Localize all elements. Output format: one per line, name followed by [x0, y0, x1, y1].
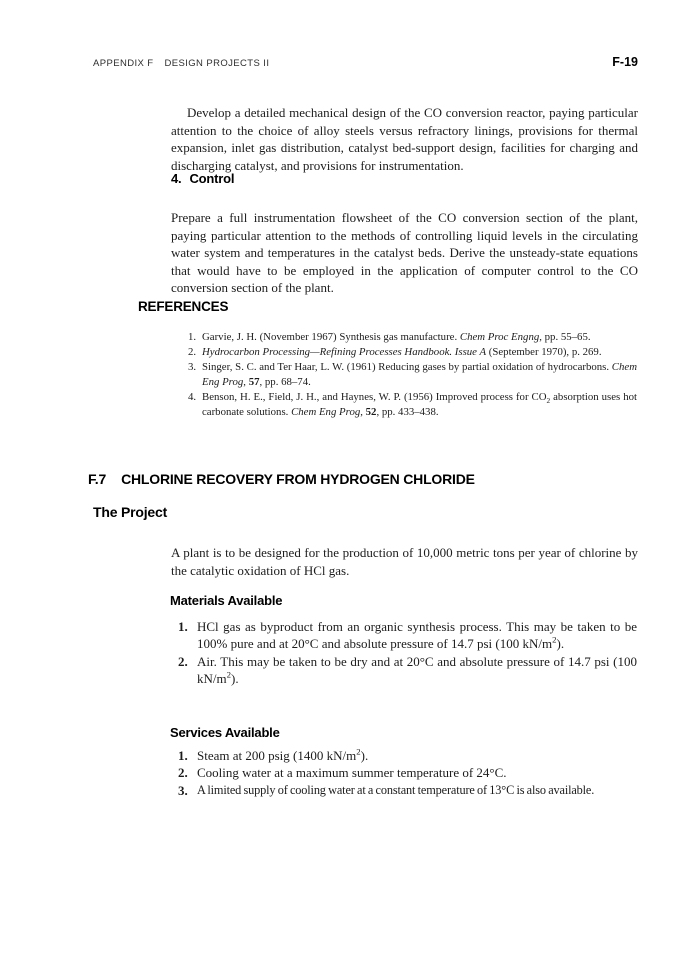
services-item	[178, 764, 637, 781]
reference-number: 2.	[188, 346, 197, 358]
reference-number: 4.	[188, 391, 197, 403]
services-item-number: 1.	[178, 748, 188, 763]
materials-item	[178, 618, 637, 653]
reference-text: Garvie, J. H. (November 1967) Synthesis gas manufacture. Chem Proc Engng, pp. 55–65.	[202, 331, 591, 343]
section-f7-number: F.7	[88, 471, 107, 487]
reference-text: Benson, H. E., Field, J. H., and Haynes, W. P. (1956) Improved process for $CO_2$ absorption uses hot carbonate solutions. Chem Eng Prog, 52, pp. 433–438.	[202, 391, 637, 418]
materials-heading: Materials Available	[170, 593, 283, 608]
project-heading: The Project	[93, 504, 168, 520]
project-paragraph: A plant is to be designed for the production of 10,000 metric tons per year of chlorine by the catalytic oxidation of HCl gas.	[171, 545, 638, 578]
references-list	[188, 330, 637, 420]
control-paragraph: Prepare a full instrumentation flowsheet of the CO conversion section of the plant, paying particular attention to the methods of controlling liquid levels in the circulating water system and temperatures in the catalyst beds. Derive the unsteady-state equations that would have to be employed in the application of computer control to the CO conversion section of the plant.	[171, 210, 638, 295]
appendix-title: DESIGN PROJECTS II	[164, 58, 270, 69]
services-item-text: A limited supply of cooling water at a constant temperature of 13°C is also available.	[197, 782, 595, 797]
reference-item	[188, 345, 637, 360]
services-item-number: 3.	[178, 782, 188, 798]
section-f7-title: CHLORINE RECOVERY FROM HYDROGEN CHLORIDE	[121, 471, 475, 487]
appendix-label: APPENDIX F	[93, 58, 154, 69]
materials-item-number: 1.	[178, 619, 188, 634]
services-item-number: 2.	[178, 765, 188, 781]
reference-text: Singer, S. C. and Ter Haar, L. W. (1961) Reducing gases by partial oxidation of hydrocarbons. Chem Eng Prog, 57, pp. 68–74.	[202, 361, 637, 388]
reference-item	[188, 330, 637, 345]
materials-list	[178, 618, 637, 688]
reference-text: Hydrocarbon Processing—Refining Processes Handbook. Issue A (September 1970), p. 269.	[202, 346, 602, 358]
running-head	[93, 55, 638, 69]
services-item-text: Cooling water at a maximum summer temperature of 24°C.	[197, 765, 507, 781]
services-item	[178, 782, 637, 799]
services-item-text: Steam at 200 psig (1400 $kN/m^2$).	[197, 746, 369, 763]
services-item	[178, 747, 637, 764]
running-head-title	[93, 58, 269, 69]
materials-item-text: Air. This may be taken to be dry and at 20°C and absolute pressure of 14.7 psi (100 $kN/m^2$).	[197, 653, 637, 687]
services-heading: Services Available	[170, 725, 280, 740]
control-section-heading	[171, 171, 234, 186]
materials-item-number: 2.	[178, 653, 188, 669]
control-heading-label: Control	[189, 171, 235, 186]
control-heading-number: 4.	[171, 171, 182, 186]
materials-item-text: HCl gas as byproduct from an organic synthesis process. This may be taken to be 100% pure and at 20°C and absolute pressure of 14.7 psi (100 $kN/m^2$).	[197, 619, 637, 652]
intro-paragraph: Develop a detailed mechanical design of the CO conversion reactor, paying particular attention to the choice of alloy steels versus refractory linings, provisions for thermal expansion, inlet gas distribution, catalyst bed-support design, facilities for charging and discharging catalyst, and provisions for instrumentation.	[171, 105, 638, 173]
reference-number: 1.	[188, 331, 197, 343]
services-list	[178, 747, 637, 799]
page-number: F-19	[612, 55, 638, 69]
section-f7-heading	[88, 471, 475, 487]
reference-number: 3.	[188, 361, 197, 373]
reference-item	[188, 390, 637, 420]
reference-item	[188, 360, 637, 390]
references-heading: REFERENCES	[138, 299, 229, 314]
materials-item	[178, 653, 637, 688]
